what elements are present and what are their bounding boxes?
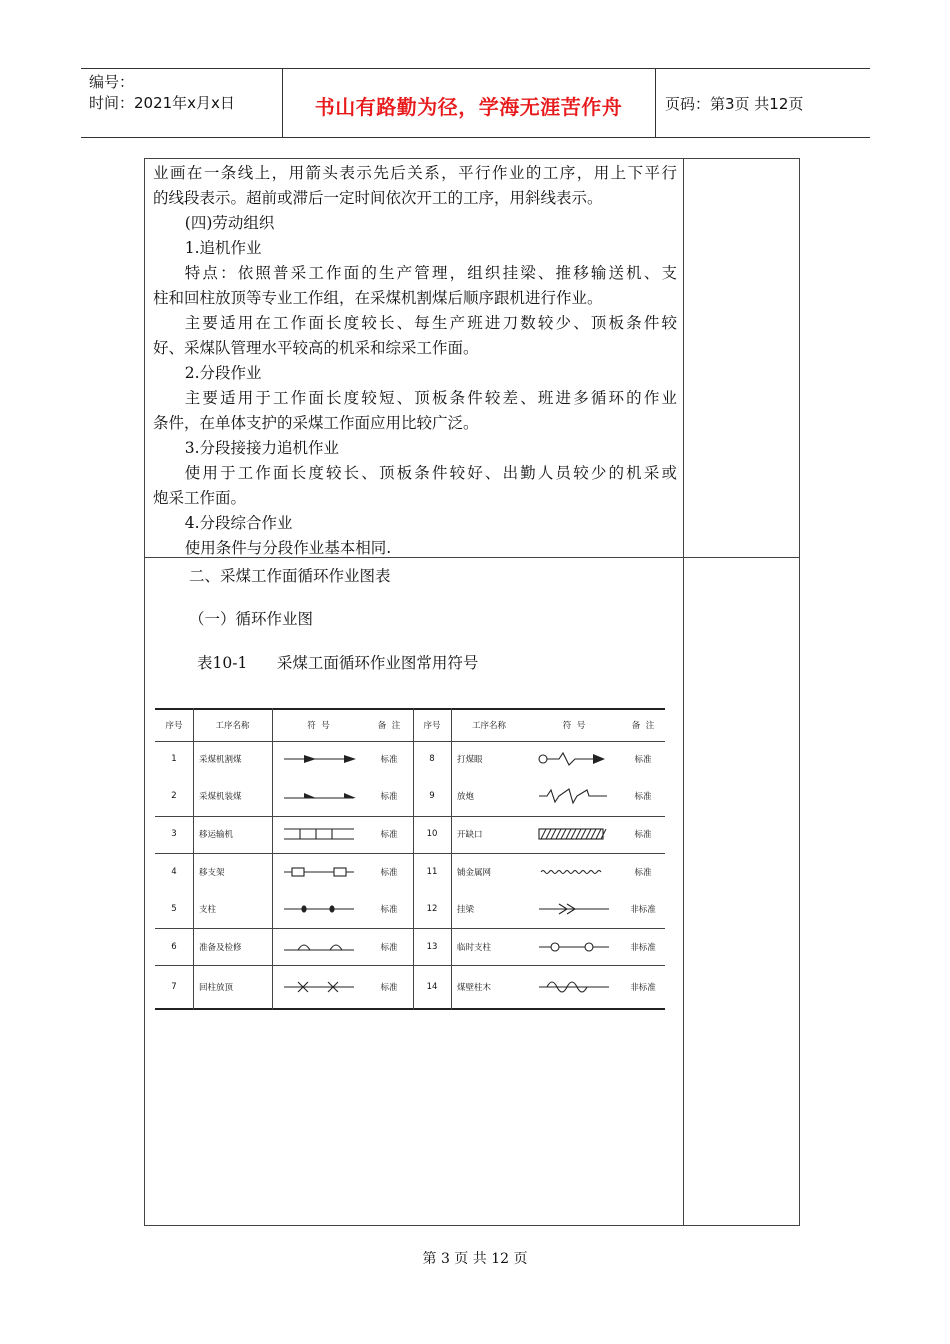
note-cell: 标准 bbox=[634, 792, 652, 802]
table-header-cell: 序号 bbox=[423, 721, 441, 731]
table-header-cell: 符 号 bbox=[562, 721, 586, 731]
table-header-cell: 序号 bbox=[165, 721, 183, 731]
process-name: 支柱 bbox=[199, 905, 217, 915]
note-cell: 标准 bbox=[634, 830, 652, 840]
process-name: 铺金属网 bbox=[457, 868, 492, 878]
table-row-line bbox=[155, 741, 665, 742]
table-header-cell: 工序名称 bbox=[215, 721, 250, 731]
row-number: 8 bbox=[429, 754, 435, 764]
header-page-info: 页码：第3页 共12页 bbox=[665, 95, 804, 113]
box-line-icon bbox=[282, 862, 358, 882]
process-name: 放炮 bbox=[457, 792, 475, 802]
note-cell: 标准 bbox=[380, 792, 398, 802]
table-row-line bbox=[155, 965, 665, 966]
note-cell: 标准 bbox=[380, 943, 398, 953]
note-cell: 标准 bbox=[380, 905, 398, 915]
dot-line-icon bbox=[282, 899, 358, 919]
ladder-line-icon bbox=[282, 824, 358, 844]
paragraph-line: 特点：依照普采工作面的生产管理，组织挂梁、推移输送机、支 bbox=[184, 264, 677, 282]
cross-line-icon bbox=[282, 977, 358, 997]
page-footer: 第 3 页 共 12 页 bbox=[422, 1251, 528, 1267]
paragraph-line: 使用条件与分段作业基本相同. bbox=[184, 539, 392, 557]
table-bottom-rule bbox=[155, 1008, 665, 1010]
circle-zigzag-arrow-icon bbox=[537, 749, 613, 769]
paragraph-line: (四)劳动组织 bbox=[184, 214, 275, 232]
note-cell: 非标准 bbox=[630, 905, 656, 915]
note-cell: 标准 bbox=[380, 830, 398, 840]
note-cell: 非标准 bbox=[630, 943, 656, 953]
paragraph-line: 好、采煤队管理水平较高的机采和综采工作面。 bbox=[153, 339, 479, 357]
paragraph-line: 的线段表示。超前或滞后一定时间依次开工的工序，用斜线表示。 bbox=[153, 189, 603, 207]
arrow-line-icon bbox=[282, 749, 358, 769]
sine-line-icon bbox=[537, 977, 613, 997]
row-number: 1 bbox=[171, 754, 177, 764]
paragraph-line: 3.分段接接力追机作业 bbox=[184, 439, 340, 457]
note-cell: 标准 bbox=[380, 983, 398, 993]
circle-line-icon bbox=[537, 937, 613, 957]
header-meta bbox=[89, 72, 235, 114]
table-row-line bbox=[155, 853, 665, 854]
process-name: 采煤机割煤 bbox=[199, 755, 242, 765]
process-name: 准备及检修 bbox=[199, 943, 242, 953]
table-header-cell: 备 注 bbox=[377, 721, 401, 731]
content-frame bbox=[144, 158, 800, 1226]
paragraph-line: 业画在一条线上，用箭头表示先后关系，平行作业的工序，用上下平行 bbox=[153, 164, 677, 182]
process-name: 煤壁柱木 bbox=[457, 983, 492, 993]
row-number: 5 bbox=[171, 904, 177, 914]
paragraph-line: 主要适用在工作面长度较长、每生产班进刀数较少、顶板条件较 bbox=[184, 314, 677, 332]
process-name: 开缺口 bbox=[457, 830, 483, 840]
paragraph-line: 4.分段综合作业 bbox=[184, 514, 293, 532]
page-header bbox=[81, 68, 870, 138]
note-cell: 标准 bbox=[380, 868, 398, 878]
zigzag-line-icon bbox=[537, 786, 613, 806]
paragraph-line: 主要适用于工作面长度较短、顶板条件较差、班进多循环的作业 bbox=[184, 389, 677, 407]
arch-line-icon bbox=[282, 937, 358, 957]
header-motto: 书山有路勤为径，学海无涯苦作舟 bbox=[314, 95, 623, 119]
row-number: 9 bbox=[429, 791, 435, 801]
paragraph-line: 条件，在单体支护的采煤工作面应用比较广泛。 bbox=[153, 414, 479, 432]
process-name: 移支架 bbox=[199, 868, 225, 878]
process-name: 挂梁 bbox=[457, 905, 475, 915]
chevron-line-icon bbox=[537, 899, 613, 919]
table-caption: 表10-1 采煤工面循环作业图常用符号 bbox=[197, 654, 479, 672]
table-row-line bbox=[155, 816, 665, 817]
process-name: 临时支柱 bbox=[457, 943, 492, 953]
row-number: 7 bbox=[171, 982, 177, 992]
row-number: 3 bbox=[171, 829, 177, 839]
paragraph-line: 炮采工作面。 bbox=[153, 489, 247, 507]
frame-column-divider bbox=[683, 159, 684, 1225]
paragraph-line: 2.分段作业 bbox=[184, 364, 262, 382]
row-number: 2 bbox=[171, 791, 177, 801]
row-number: 14 bbox=[426, 982, 438, 992]
symbol-table bbox=[155, 708, 665, 1010]
paragraph-line: 柱和回柱放顶等专业工作组，在采煤机割煤后顺序跟机进行作业。 bbox=[153, 289, 603, 307]
process-name: 采煤机装煤 bbox=[199, 792, 242, 802]
time-label: 时间：2021年x月x日 bbox=[89, 94, 235, 112]
hatched-bar-icon bbox=[537, 824, 613, 844]
half-arrow-line-icon bbox=[282, 786, 358, 806]
note-cell: 标准 bbox=[634, 868, 652, 878]
body-text bbox=[153, 161, 677, 561]
wave-line-icon bbox=[537, 862, 613, 882]
header-divider bbox=[655, 69, 656, 137]
row-number: 13 bbox=[426, 942, 438, 952]
section-title: 二、采煤工作面循环作业图表 bbox=[189, 567, 391, 585]
note-cell: 非标准 bbox=[630, 983, 656, 993]
paragraph-line: 1.追机作业 bbox=[184, 239, 262, 257]
table-top-rule bbox=[155, 708, 665, 710]
process-name: 回柱放顶 bbox=[199, 983, 234, 993]
row-number: 12 bbox=[426, 904, 438, 914]
number-label: 编号： bbox=[89, 73, 135, 91]
table-header-cell: 备 注 bbox=[631, 721, 655, 731]
row-number: 10 bbox=[426, 829, 438, 839]
process-name: 移运输机 bbox=[199, 830, 234, 840]
row-number: 11 bbox=[426, 867, 438, 877]
table-header-cell: 符 号 bbox=[307, 721, 330, 731]
table-row-line bbox=[155, 928, 665, 929]
row-number: 6 bbox=[171, 942, 177, 952]
subsection-title: （一）循环作业图 bbox=[189, 610, 314, 628]
paragraph-line: 使用于工作面长度较长、顶板条件较好、出勤人员较少的机采或 bbox=[184, 464, 677, 482]
note-cell: 标准 bbox=[634, 755, 652, 765]
table-header-cell: 工序名称 bbox=[471, 721, 506, 731]
process-name: 打煤眼 bbox=[457, 755, 483, 765]
row-number: 4 bbox=[171, 867, 177, 877]
note-cell: 标准 bbox=[380, 755, 398, 765]
